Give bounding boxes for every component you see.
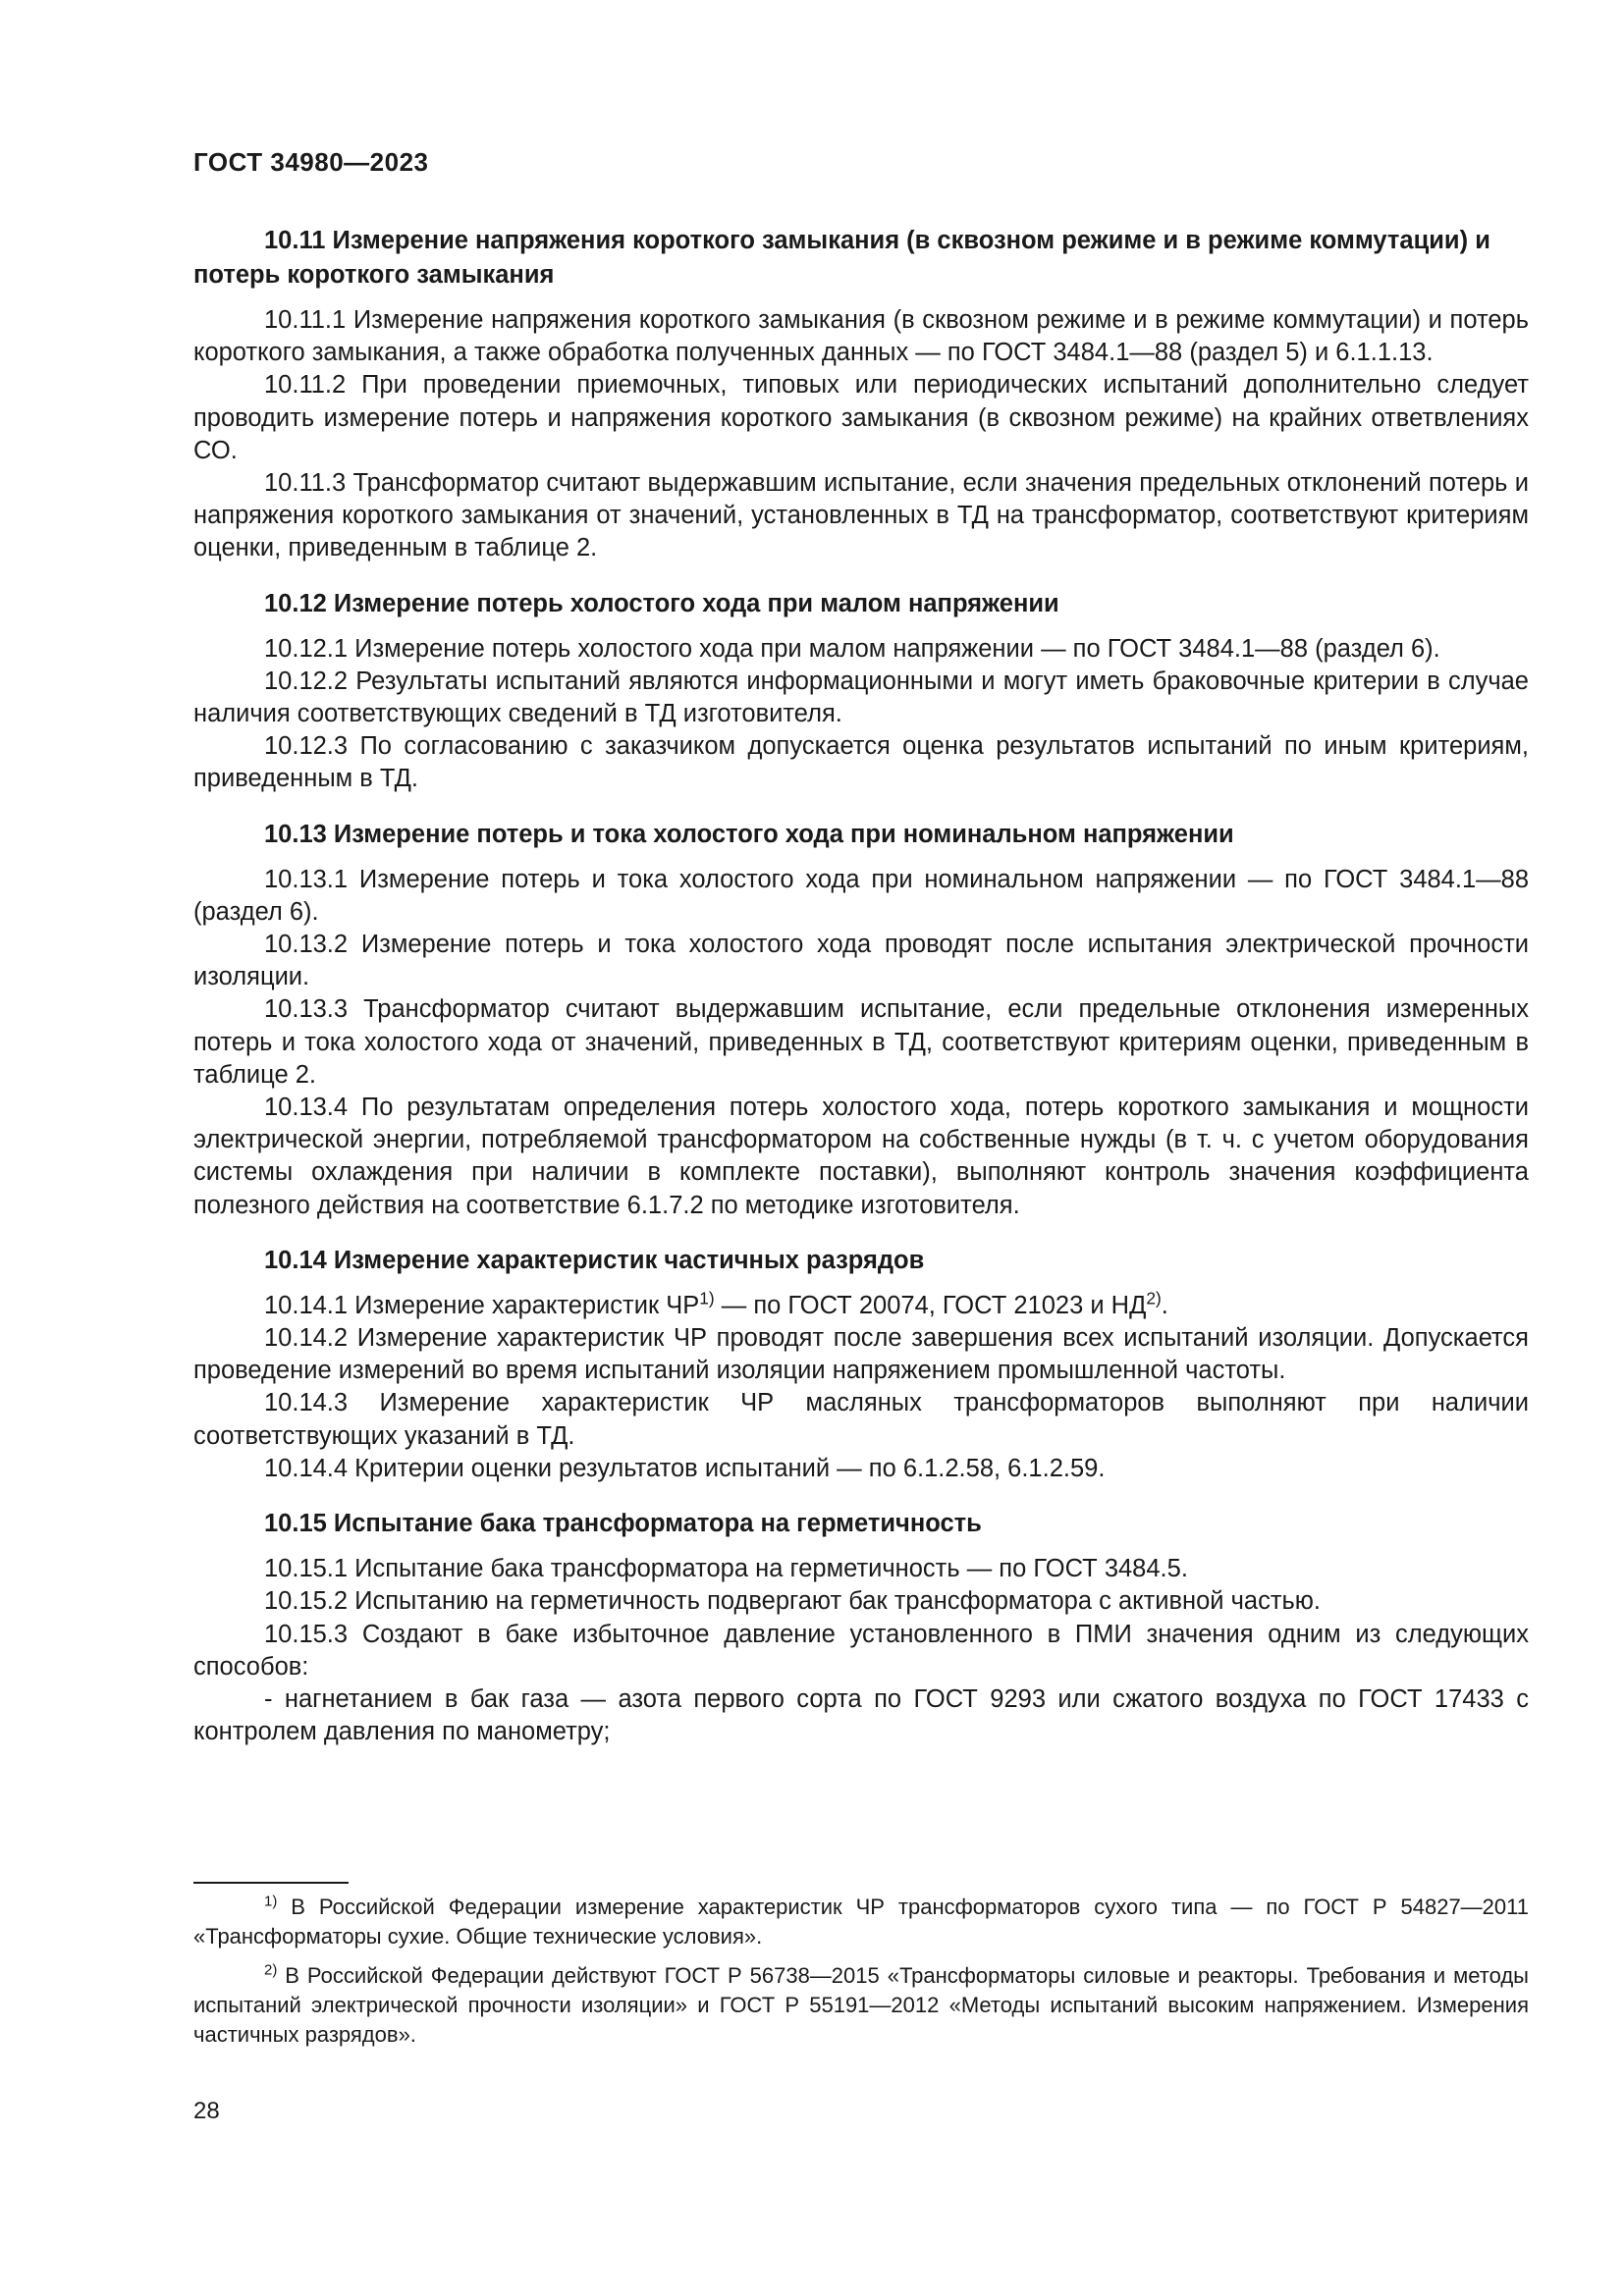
document-body xyxy=(193,224,1529,1770)
section-10-15 xyxy=(193,1507,1529,1748)
footnote-ref-2: 2) xyxy=(1146,1288,1162,1308)
section-10-12 xyxy=(193,587,1529,796)
section-heading: 10.14 Измерение характеристик частичных разрядов xyxy=(264,1246,925,1274)
footnote-text: В Российской Федерации измерение характеристик ЧР трансформаторов сухого типа — по ГОСТ Р 54827—2011 «Трансформаторы сухие. Общие технические условия». xyxy=(193,1895,1529,1949)
paragraph: 10.15.2 Испытанию на герметичность подвергают бак трансформатора с активной частью. xyxy=(264,1587,1322,1616)
footnote-text: В Российской Федерации действуют ГОСТ Р 56738—2015 «Трансформаторы силовые и реакторы. Требования и методы испытаний электрической прочности изоляции» и ГОСТ Р 55191—2012 «Методы испытаний высоким напряжением. Измерения частичных разрядов». xyxy=(193,1963,1529,2047)
paragraph: 10.13.2 Измерение потерь и тока холостого хода проводят после испытания электрической прочности изоляции. xyxy=(193,931,1529,991)
paragraph: 10.15.1 Испытание бака трансформатора на герметичность — по ГОСТ 3484.5. xyxy=(264,1555,1188,1583)
section-heading: 10.11 Измерение напряжения короткого замыкания (в сквозном режиме и в режиме коммутации) и потерь короткого замыкания xyxy=(193,227,1490,289)
paragraph: 10.12.1 Измерение потерь холостого хода при малом напряжении — по ГОСТ 3484.1—88 (раздел 6). xyxy=(264,634,1440,663)
paragraph: 10.14.2 Измерение характеристик ЧР проводят после завершения всех испытаний изоляции. Допускается проведение измерений во время испытаний изоляции напряжением промышленной частоты. xyxy=(193,1324,1529,1385)
paragraph: 10.13.1 Измерение потерь и тока холостого хода при номинальном напряжении — по ГОСТ 3484.1—88 (раздел 6). xyxy=(193,865,1529,926)
paragraph: 10.14.4 Критерии оценки результатов испытаний — по 6.1.2.58, 6.1.2.59. xyxy=(264,1454,1106,1482)
paragraph-text: . xyxy=(1161,1291,1168,1319)
paragraph: 10.11.2 При проведении приемочных, типовых или периодических испытаний дополнительно следует проводить измерение потерь и напряжения короткого замыкания (в сквозном режиме) на крайних ответвлениях СО. xyxy=(193,371,1529,464)
footnote-divider xyxy=(193,1882,349,1884)
paragraph: 10.11.3 Трансформатор считают выдержавшим испытание, если значения предельных отклонений потерь и напряжения короткого замыкания от значений, установленных в ТД на трансформатор, соответствуют критериям оценки, приведенным в таблице 2. xyxy=(193,469,1529,562)
paragraph: 10.15.3 Создают в баке избыточное давление установленного в ПМИ значения одним из следующих способов: xyxy=(193,1620,1529,1681)
list-item: - нагнетанием в бак газа — азота первого сорта по ГОСТ 9293 или сжатого воздуха по ГОСТ 17433 с контролем давления по манометру; xyxy=(193,1684,1529,1746)
footnote-mark: 1) xyxy=(264,1893,278,1910)
section-10-11 xyxy=(193,224,1529,565)
footnote-ref-1: 1) xyxy=(699,1288,715,1308)
paragraph: 10.11.1 Измерение напряжения короткого замыкания (в сквозном режиме и в режиме коммутации) и потерь короткого замыкания, а также обработка полученных данных — по ГОСТ 3484.1—88 (раздел 5) и 6.1.1.13. xyxy=(193,306,1529,367)
section-heading: 10.13 Измерение потерь и тока холостого хода при номинальном напряжении xyxy=(264,820,1234,848)
document-header: ГОСТ 34980—2023 xyxy=(193,147,429,177)
page-number: 28 xyxy=(193,2098,220,2124)
paragraph: 10.14.3 Измерение характеристик ЧР масляных трансформаторов выполняют при наличии соответствующих указаний в ТД. xyxy=(193,1389,1529,1450)
document-page xyxy=(193,0,1529,2296)
section-heading: 10.15 Испытание бака трансформатора на герметичность xyxy=(264,1510,982,1538)
footnote-1 xyxy=(193,1893,1529,1951)
paragraph-with-footnote-refs xyxy=(193,1290,1529,1322)
paragraph: 10.12.3 По согласованию с заказчиком допускается оценка результатов испытаний по иным критериям, приведенным в ТД. xyxy=(193,732,1529,793)
footnote-mark: 2) xyxy=(264,1961,278,1979)
paragraph: 10.12.2 Результаты испытаний являются информационными и могут иметь браковочные критерии в случае наличия соответствующих сведений в ТД изготовителя. xyxy=(193,667,1529,728)
paragraph: 10.13.4 По результатам определения потерь холостого хода, потерь короткого замыкания и мощности электрической энергии, потребляемой трансформатором на собственные нужды (в т. ч. с учетом оборудования системы охлаждения при наличии в комплекте поставки), выполняют контроль значения коэффициента полезного действия на соответствие 6.1.7.2 по методике изготовителя. xyxy=(193,1094,1529,1219)
section-10-14 xyxy=(193,1244,1529,1485)
section-10-13 xyxy=(193,818,1529,1222)
footnote-2 xyxy=(193,1961,1529,2050)
paragraph-text: 10.14.1 Измерение характеристик ЧР xyxy=(264,1291,700,1319)
paragraph-text: — по ГОСТ 20074, ГОСТ 21023 и НД xyxy=(714,1291,1147,1319)
paragraph: 10.13.3 Трансформатор считают выдержавшим испытание, если предельные отклонения измеренных потерь и тока холостого хода от значений, приведенных в ТД, соответствуют критериям оценки, приведенным в таблице 2. xyxy=(193,995,1529,1089)
section-heading: 10.12 Измерение потерь холостого хода при малом напряжении xyxy=(264,589,1059,617)
footnotes xyxy=(193,1893,1529,2059)
